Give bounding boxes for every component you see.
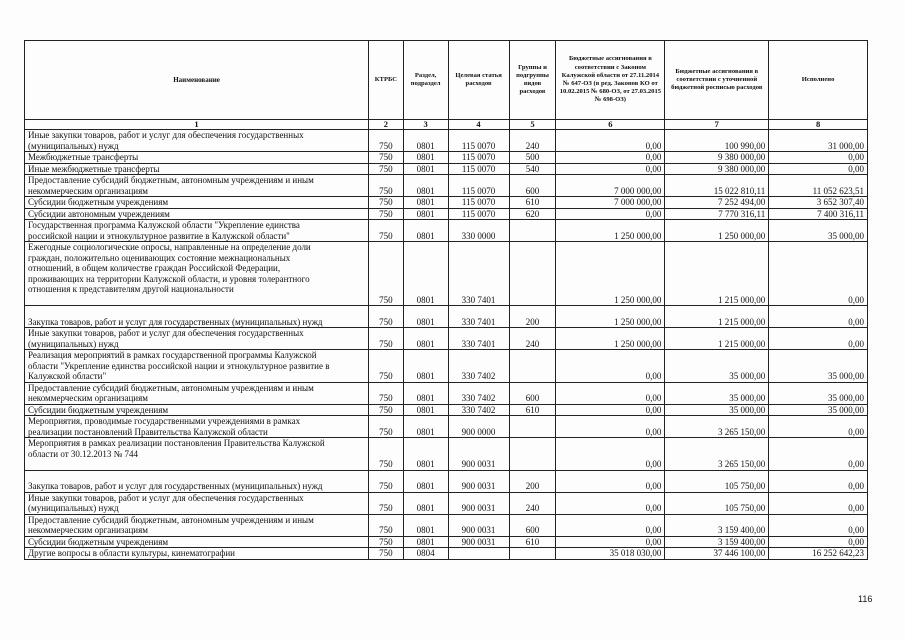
row-name-line: Предоставление субсидий бюджетным, автономным учреждениям и иным bbox=[28, 514, 314, 525]
row-ktrbs: 750 bbox=[369, 208, 404, 220]
row-target-article: 900 0031 bbox=[448, 536, 509, 548]
row-name bbox=[25, 548, 369, 560]
row-name bbox=[25, 242, 369, 306]
row-assign-law: 35 018 030,00 bbox=[556, 548, 665, 560]
row-razdel: 0801 bbox=[403, 514, 448, 536]
row-assign-law: 0,00 bbox=[556, 514, 665, 536]
row-ktrbs: 750 bbox=[369, 152, 404, 164]
row-name-line: Предоставление субсидий бюджетным, автономным учреждениям и иным bbox=[28, 382, 314, 393]
row-razdel: 0801 bbox=[403, 306, 448, 328]
row-razdel: 0801 bbox=[403, 163, 448, 175]
row-assign-law: 1 250 000,00 bbox=[556, 328, 665, 350]
col-header-ispolneno: Исполнено bbox=[769, 41, 868, 120]
row-target-article: 330 7401 bbox=[448, 306, 509, 328]
row-executed: 31 000,00 bbox=[769, 130, 868, 152]
row-ktrbs: 750 bbox=[369, 492, 404, 514]
row-name-line: (муниципальных) нужд bbox=[28, 140, 119, 151]
row-expense-group: 240 bbox=[509, 130, 556, 152]
row-name-line: Закупка товаров, работ и услуг для государственных (муниципальных) нужд bbox=[28, 316, 323, 327]
row-name-line: области от 30.12.2013 № 744 bbox=[28, 448, 138, 459]
row-name bbox=[25, 404, 369, 416]
row-target-article: 900 0031 bbox=[448, 492, 509, 514]
row-razdel: 0801 bbox=[403, 492, 448, 514]
table-row bbox=[25, 470, 868, 492]
row-assign-refined: 35 000,00 bbox=[665, 404, 769, 416]
row-name bbox=[25, 492, 369, 514]
row-ktrbs: 750 bbox=[369, 328, 404, 350]
row-assign-law: 0,00 bbox=[556, 163, 665, 175]
row-assign-law: 1 250 000,00 bbox=[556, 220, 665, 242]
row-razdel: 0801 bbox=[403, 208, 448, 220]
row-name bbox=[25, 220, 369, 242]
row-name-line: Иные межбюджетные трансферты bbox=[28, 163, 160, 174]
row-executed: 0,00 bbox=[769, 242, 868, 306]
row-razdel: 0801 bbox=[403, 152, 448, 164]
row-executed: 0,00 bbox=[769, 163, 868, 175]
row-assign-law: 0,00 bbox=[556, 536, 665, 548]
row-assign-law: 0,00 bbox=[556, 130, 665, 152]
row-name-line: Закупка товаров, работ и услуг для государственных (муниципальных) нужд bbox=[28, 481, 323, 491]
col-header-razdel: Раздел, подраздел bbox=[403, 41, 448, 120]
row-ktrbs: 750 bbox=[369, 220, 404, 242]
row-target-article: 115 0070 bbox=[448, 197, 509, 209]
row-executed: 0,00 bbox=[769, 470, 868, 492]
table-row bbox=[25, 438, 868, 471]
row-expense-group: 200 bbox=[509, 470, 556, 492]
row-name-line: Калужской области" bbox=[28, 371, 107, 381]
row-ktrbs: 750 bbox=[369, 438, 404, 471]
row-ktrbs: 750 bbox=[369, 548, 404, 560]
table-row bbox=[25, 163, 868, 175]
row-razdel: 0801 bbox=[403, 350, 448, 383]
row-expense-group bbox=[509, 416, 556, 438]
row-name bbox=[25, 130, 369, 152]
row-name-line bbox=[28, 306, 365, 317]
row-executed: 0,00 bbox=[769, 438, 868, 471]
row-executed: 0,00 bbox=[769, 514, 868, 536]
col-header-gruppy: Группы и подгруппы видов расходов bbox=[509, 41, 556, 120]
row-assign-law: 1 250 000,00 bbox=[556, 242, 665, 306]
row-razdel: 0801 bbox=[403, 328, 448, 350]
row-assign-refined: 3 159 400,00 bbox=[665, 514, 769, 536]
row-razdel: 0801 bbox=[403, 220, 448, 242]
row-razdel: 0801 bbox=[403, 536, 448, 548]
row-name-line: Мероприятия, проводимые государственными учреждениями в рамках bbox=[28, 416, 301, 426]
row-assign-law: 1 250 000,00 bbox=[556, 306, 665, 328]
row-assign-refined: 3 159 400,00 bbox=[665, 536, 769, 548]
row-name bbox=[25, 328, 369, 350]
table-row bbox=[25, 306, 868, 328]
row-executed: 35 000,00 bbox=[769, 404, 868, 416]
row-executed: 0,00 bbox=[769, 536, 868, 548]
row-executed: 16 252 642,23 bbox=[769, 548, 868, 560]
row-name-line: Реализация мероприятий в рамках государственной программы Калужской bbox=[28, 350, 317, 360]
row-executed: 0,00 bbox=[769, 328, 868, 350]
row-assign-law: 0,00 bbox=[556, 492, 665, 514]
row-expense-group: 240 bbox=[509, 328, 556, 350]
row-assign-refined: 7 252 494,00 bbox=[665, 197, 769, 209]
table-row bbox=[25, 152, 868, 164]
row-assign-refined: 37 446 100,00 bbox=[665, 548, 769, 560]
row-razdel: 0801 bbox=[403, 470, 448, 492]
row-assign-refined: 100 990,00 bbox=[665, 130, 769, 152]
table-row bbox=[25, 350, 868, 383]
row-target-article: 330 7402 bbox=[448, 404, 509, 416]
table-row bbox=[25, 382, 868, 404]
row-target-article: 330 7401 bbox=[448, 328, 509, 350]
row-ktrbs: 750 bbox=[369, 242, 404, 306]
row-name-line: Другие вопросы в области культуры, кинематографии bbox=[28, 548, 235, 558]
row-target-article: 115 0070 bbox=[448, 208, 509, 220]
row-assign-refined: 1 215 000,00 bbox=[665, 306, 769, 328]
row-assign-law: 0,00 bbox=[556, 152, 665, 164]
row-name-line: Субсидии автономным учреждениям bbox=[28, 208, 170, 219]
row-expense-group bbox=[509, 242, 556, 306]
row-name bbox=[25, 350, 369, 383]
row-target-article: 115 0070 bbox=[448, 152, 509, 164]
row-name-line bbox=[28, 471, 365, 482]
row-razdel: 0801 bbox=[403, 404, 448, 416]
row-assign-law: 0,00 bbox=[556, 438, 665, 471]
row-name-line: Субсидии бюджетным учреждениям bbox=[28, 536, 169, 547]
row-expense-group: 620 bbox=[509, 208, 556, 220]
row-target-article: 330 0000 bbox=[448, 220, 509, 242]
row-ktrbs: 750 bbox=[369, 382, 404, 404]
row-razdel: 0801 bbox=[403, 197, 448, 209]
row-expense-group: 540 bbox=[509, 163, 556, 175]
row-expense-group: 600 bbox=[509, 514, 556, 536]
row-executed: 35 000,00 bbox=[769, 220, 868, 242]
page-number: 116 bbox=[858, 594, 873, 604]
table-row bbox=[25, 130, 868, 152]
row-name-line: Ежегодные социологические опросы, направленные на определение доли bbox=[28, 242, 311, 252]
table-row bbox=[25, 328, 868, 350]
row-target-article bbox=[448, 548, 509, 560]
table-row bbox=[25, 416, 868, 438]
row-name bbox=[25, 175, 369, 197]
row-assign-refined: 105 750,00 bbox=[665, 492, 769, 514]
row-assign-law: 7 000 000,00 bbox=[556, 197, 665, 209]
row-name-line: некоммерческим организациям bbox=[28, 393, 148, 403]
row-razdel: 0804 bbox=[403, 548, 448, 560]
row-expense-group bbox=[509, 220, 556, 242]
row-assign-law: 0,00 bbox=[556, 470, 665, 492]
row-assign-refined: 7 770 316,11 bbox=[665, 208, 769, 220]
col-header-ktrbs: КТРБС bbox=[369, 41, 404, 120]
row-assign-refined: 1 215 000,00 bbox=[665, 242, 769, 306]
row-expense-group: 200 bbox=[509, 306, 556, 328]
row-assign-refined: 3 265 150,00 bbox=[665, 438, 769, 471]
row-name bbox=[25, 416, 369, 438]
col-number: 6 bbox=[556, 120, 665, 130]
row-ktrbs: 750 bbox=[369, 350, 404, 383]
row-name-line: некоммерческим организациям bbox=[28, 185, 148, 196]
row-executed: 7 400 316,11 bbox=[769, 208, 868, 220]
table-row bbox=[25, 548, 868, 560]
col-number: 3 bbox=[403, 120, 448, 130]
row-executed: 0,00 bbox=[769, 492, 868, 514]
col-number: 2 bbox=[369, 120, 404, 130]
row-ktrbs: 750 bbox=[369, 163, 404, 175]
row-name-line: Мероприятия в рамках реализации постановления Правительства Калужской bbox=[28, 438, 325, 448]
row-name bbox=[25, 152, 369, 164]
row-ktrbs: 750 bbox=[369, 197, 404, 209]
row-name-line bbox=[28, 295, 365, 306]
row-name-line: Предоставление субсидий бюджетным, автономным учреждениям и иным bbox=[28, 175, 314, 185]
col-header-celevaya: Целевая статья расходов bbox=[448, 41, 509, 120]
row-target-article: 330 7401 bbox=[448, 242, 509, 306]
table-row bbox=[25, 536, 868, 548]
column-number-row bbox=[25, 120, 868, 130]
table-row bbox=[25, 514, 868, 536]
row-assign-law: 0,00 bbox=[556, 208, 665, 220]
row-target-article: 900 0031 bbox=[448, 438, 509, 471]
row-name-line: отношений, в общем количестве граждан Российской Федерации, bbox=[28, 263, 281, 273]
row-target-article: 900 0031 bbox=[448, 470, 509, 492]
row-name bbox=[25, 163, 369, 175]
row-name bbox=[25, 470, 369, 492]
row-ktrbs: 750 bbox=[369, 536, 404, 548]
row-assign-refined: 9 380 000,00 bbox=[665, 152, 769, 164]
row-name-line: российской нации и этнокультурное развитие в Калужской области" bbox=[28, 230, 290, 241]
row-assign-refined: 1 250 000,00 bbox=[665, 220, 769, 242]
row-name-line: граждан, положительно оценивающих состояние межнациональных bbox=[28, 252, 291, 263]
row-assign-refined: 3 265 150,00 bbox=[665, 416, 769, 438]
row-assign-law: 7 000 000,00 bbox=[556, 175, 665, 197]
row-assign-refined: 105 750,00 bbox=[665, 470, 769, 492]
table-row bbox=[25, 404, 868, 416]
row-razdel: 0801 bbox=[403, 382, 448, 404]
row-razdel: 0801 bbox=[403, 130, 448, 152]
row-expense-group: 600 bbox=[509, 175, 556, 197]
row-assign-refined: 35 000,00 bbox=[665, 382, 769, 404]
row-target-article: 115 0070 bbox=[448, 163, 509, 175]
row-assign-refined: 9 380 000,00 bbox=[665, 163, 769, 175]
row-razdel: 0801 bbox=[403, 438, 448, 471]
row-executed: 3 652 307,40 bbox=[769, 197, 868, 209]
col-header-name: Наименование bbox=[25, 41, 369, 120]
row-target-article: 330 7402 bbox=[448, 350, 509, 383]
row-name-line: (муниципальных) нужд bbox=[28, 338, 119, 349]
budget-table bbox=[24, 40, 868, 560]
row-ktrbs: 750 bbox=[369, 416, 404, 438]
row-name bbox=[25, 197, 369, 209]
row-razdel: 0801 bbox=[403, 175, 448, 197]
row-expense-group: 610 bbox=[509, 197, 556, 209]
col-number: 7 bbox=[665, 120, 769, 130]
row-name bbox=[25, 514, 369, 536]
row-name bbox=[25, 438, 369, 471]
row-assign-law: 0,00 bbox=[556, 382, 665, 404]
row-name bbox=[25, 536, 369, 548]
row-name bbox=[25, 208, 369, 220]
row-assign-law: 0,00 bbox=[556, 350, 665, 383]
row-ktrbs: 750 bbox=[369, 130, 404, 152]
row-expense-group bbox=[509, 350, 556, 383]
row-expense-group: 610 bbox=[509, 536, 556, 548]
row-ktrbs: 750 bbox=[369, 404, 404, 416]
col-header-assign-refined: Бюджетные ассигнования в соответствии с уточненной бюджетной росписью расходов bbox=[665, 41, 769, 120]
col-number: 1 bbox=[25, 120, 369, 130]
row-ktrbs: 750 bbox=[369, 470, 404, 492]
row-assign-refined: 35 000,00 bbox=[665, 350, 769, 383]
row-executed: 0,00 bbox=[769, 416, 868, 438]
table-row bbox=[25, 242, 868, 306]
row-executed: 11 052 623,51 bbox=[769, 175, 868, 197]
row-assign-refined: 1 215 000,00 bbox=[665, 328, 769, 350]
row-expense-group bbox=[509, 438, 556, 471]
table-row bbox=[25, 197, 868, 209]
row-name-line: области "Укрепление единства российской нации и этнокультурное развитие в bbox=[28, 360, 330, 371]
col-header-assign-law: Бюджетные ассигнования в соответствии с Законом Калужской области от 27.11.2014 № 647-ОЗ (в ред. Законов КО от 10.02.2015 № 680-ОЗ, от 27.03.2015 № 698-ОЗ) bbox=[556, 41, 665, 120]
row-razdel: 0801 bbox=[403, 242, 448, 306]
row-name-line: (муниципальных) нужд bbox=[28, 503, 119, 513]
table-row bbox=[25, 175, 868, 197]
row-target-article: 900 0000 bbox=[448, 416, 509, 438]
row-expense-group bbox=[509, 548, 556, 560]
row-expense-group: 240 bbox=[509, 492, 556, 514]
col-number: 8 bbox=[769, 120, 868, 130]
row-executed: 35 000,00 bbox=[769, 350, 868, 383]
row-ktrbs: 750 bbox=[369, 175, 404, 197]
row-ktrbs: 750 bbox=[369, 306, 404, 328]
row-name-line: Межбюджетные трансферты bbox=[28, 152, 139, 162]
row-assign-law: 0,00 bbox=[556, 416, 665, 438]
row-target-article: 115 0070 bbox=[448, 130, 509, 152]
table-row bbox=[25, 208, 868, 220]
col-number: 5 bbox=[509, 120, 556, 130]
row-target-article: 900 0031 bbox=[448, 514, 509, 536]
row-name-line: Иные закупки товаров, работ и услуг для обеспечения государственных bbox=[28, 328, 304, 338]
row-name-line: отношения к представителям другой национальности bbox=[28, 284, 234, 294]
row-name bbox=[25, 306, 369, 328]
row-name-line: некоммерческим организациям bbox=[28, 525, 148, 535]
row-name-line: Государственная программа Калужской области "Укрепление единства bbox=[28, 220, 300, 230]
row-name-line: Иные закупки товаров, работ и услуг для обеспечения государственных bbox=[28, 130, 304, 140]
row-executed: 0,00 bbox=[769, 306, 868, 328]
row-expense-group: 600 bbox=[509, 382, 556, 404]
row-name-line bbox=[28, 459, 365, 470]
row-executed: 35 000,00 bbox=[769, 382, 868, 404]
row-assign-refined: 15 022 810,11 bbox=[665, 175, 769, 197]
row-expense-group: 610 bbox=[509, 404, 556, 416]
table-body bbox=[25, 130, 868, 560]
row-target-article: 330 7402 bbox=[448, 382, 509, 404]
table-row bbox=[25, 220, 868, 242]
header-row bbox=[25, 41, 868, 120]
row-executed: 0,00 bbox=[769, 152, 868, 164]
row-razdel: 0801 bbox=[403, 416, 448, 438]
row-ktrbs: 750 bbox=[369, 514, 404, 536]
row-name-line: реализации постановлений Правительства Калужской области bbox=[28, 426, 268, 437]
row-expense-group: 500 bbox=[509, 152, 556, 164]
table-row bbox=[25, 492, 868, 514]
row-name-line: Субсидии бюджетным учреждениям bbox=[28, 404, 169, 415]
col-number: 4 bbox=[448, 120, 509, 130]
row-assign-law: 0,00 bbox=[556, 404, 665, 416]
row-name bbox=[25, 382, 369, 404]
row-name-line: проживающих на территории Калужской области, и уровня толерантного bbox=[28, 273, 310, 284]
row-name-line: Субсидии бюджетным учреждениям bbox=[28, 197, 169, 207]
row-name-line: Иные закупки товаров, работ и услуг для обеспечения государственных bbox=[28, 492, 304, 503]
row-target-article: 115 0070 bbox=[448, 175, 509, 197]
